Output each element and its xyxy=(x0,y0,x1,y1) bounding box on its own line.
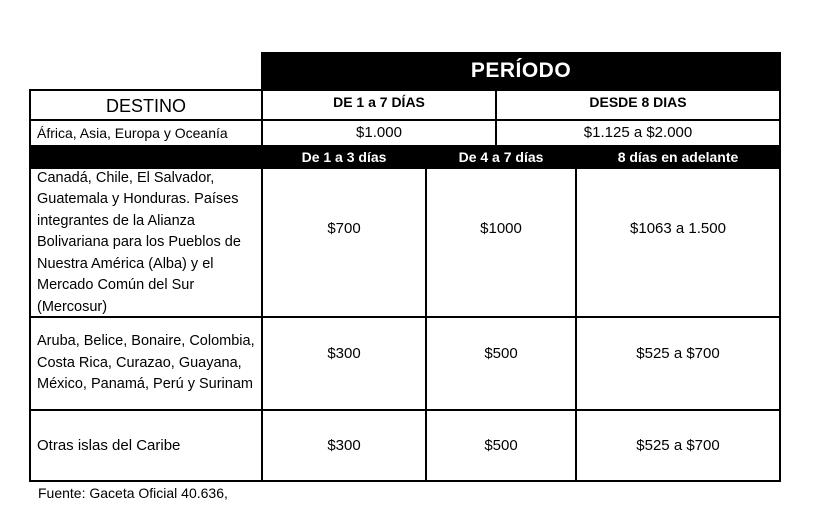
grid-line xyxy=(261,52,263,482)
grid-line xyxy=(30,119,780,121)
col-header-1-7-dias: DE 1 a 7 DÍAS xyxy=(333,94,425,110)
price-row-2-8: $525 a $700 xyxy=(636,344,720,362)
grid-line xyxy=(29,89,31,482)
region-global: África, Asia, Europa y Oceanía xyxy=(37,124,228,141)
region-row-2: Aruba, Belice, Bonaire, Colombia, Costa Rica, Curazao, Guayana, México, Panamá, Perú y Surinam xyxy=(37,333,255,393)
price-row-2-1-3: $300 xyxy=(327,344,361,362)
grid-line xyxy=(425,169,427,482)
periodo-label: PERÍODO xyxy=(470,59,572,82)
price-row-3-8: $525 a $700 xyxy=(636,437,720,454)
grid-line xyxy=(30,480,780,482)
price-row-3-1-3: $300 xyxy=(327,437,361,454)
periodo-header xyxy=(262,52,780,90)
price-global-8: $1.125 a $2.000 xyxy=(583,124,693,141)
destino-header xyxy=(30,90,262,120)
region-row-1: Canadá, Chile, El Salvador, Guatemala y Honduras. Países integrantes de la Alianza Bolivariana para los Pueblos de Nuestra América (Alba) y el Mercado Común del Sur (Mercosur) xyxy=(37,169,241,315)
price-row-1-1-3: $700 xyxy=(327,219,361,237)
subheader-4-7-dias: De 4 a 7 días xyxy=(426,145,576,169)
region-row-3: Otras islas del Caribe xyxy=(37,437,181,454)
subheader-8-dias-adelante: 8 días en adelante xyxy=(576,145,780,169)
subheader-1-3-dias: De 1 a 3 días xyxy=(262,145,426,169)
grid-line xyxy=(30,316,780,318)
price-row-2-4-7: $500 xyxy=(484,344,518,362)
source-note: Fuente: Gaceta Oficial 40.636, xyxy=(38,485,228,501)
col-header-desde-8-dias: DESDE 8 DIAS xyxy=(589,94,687,110)
price-row-1-8: $1063 a 1.500 xyxy=(630,219,726,237)
grid-line xyxy=(575,169,577,482)
grid-line xyxy=(30,409,780,411)
price-row-3-4-7: $500 xyxy=(484,437,518,454)
grid-line xyxy=(30,89,780,91)
grid-line xyxy=(495,89,497,145)
grid-line xyxy=(779,52,781,482)
price-row-1-4-7: $1000 xyxy=(480,219,522,237)
destino-label: DESTINO xyxy=(105,95,186,116)
price-global-1-7: $1.000 xyxy=(356,124,402,141)
